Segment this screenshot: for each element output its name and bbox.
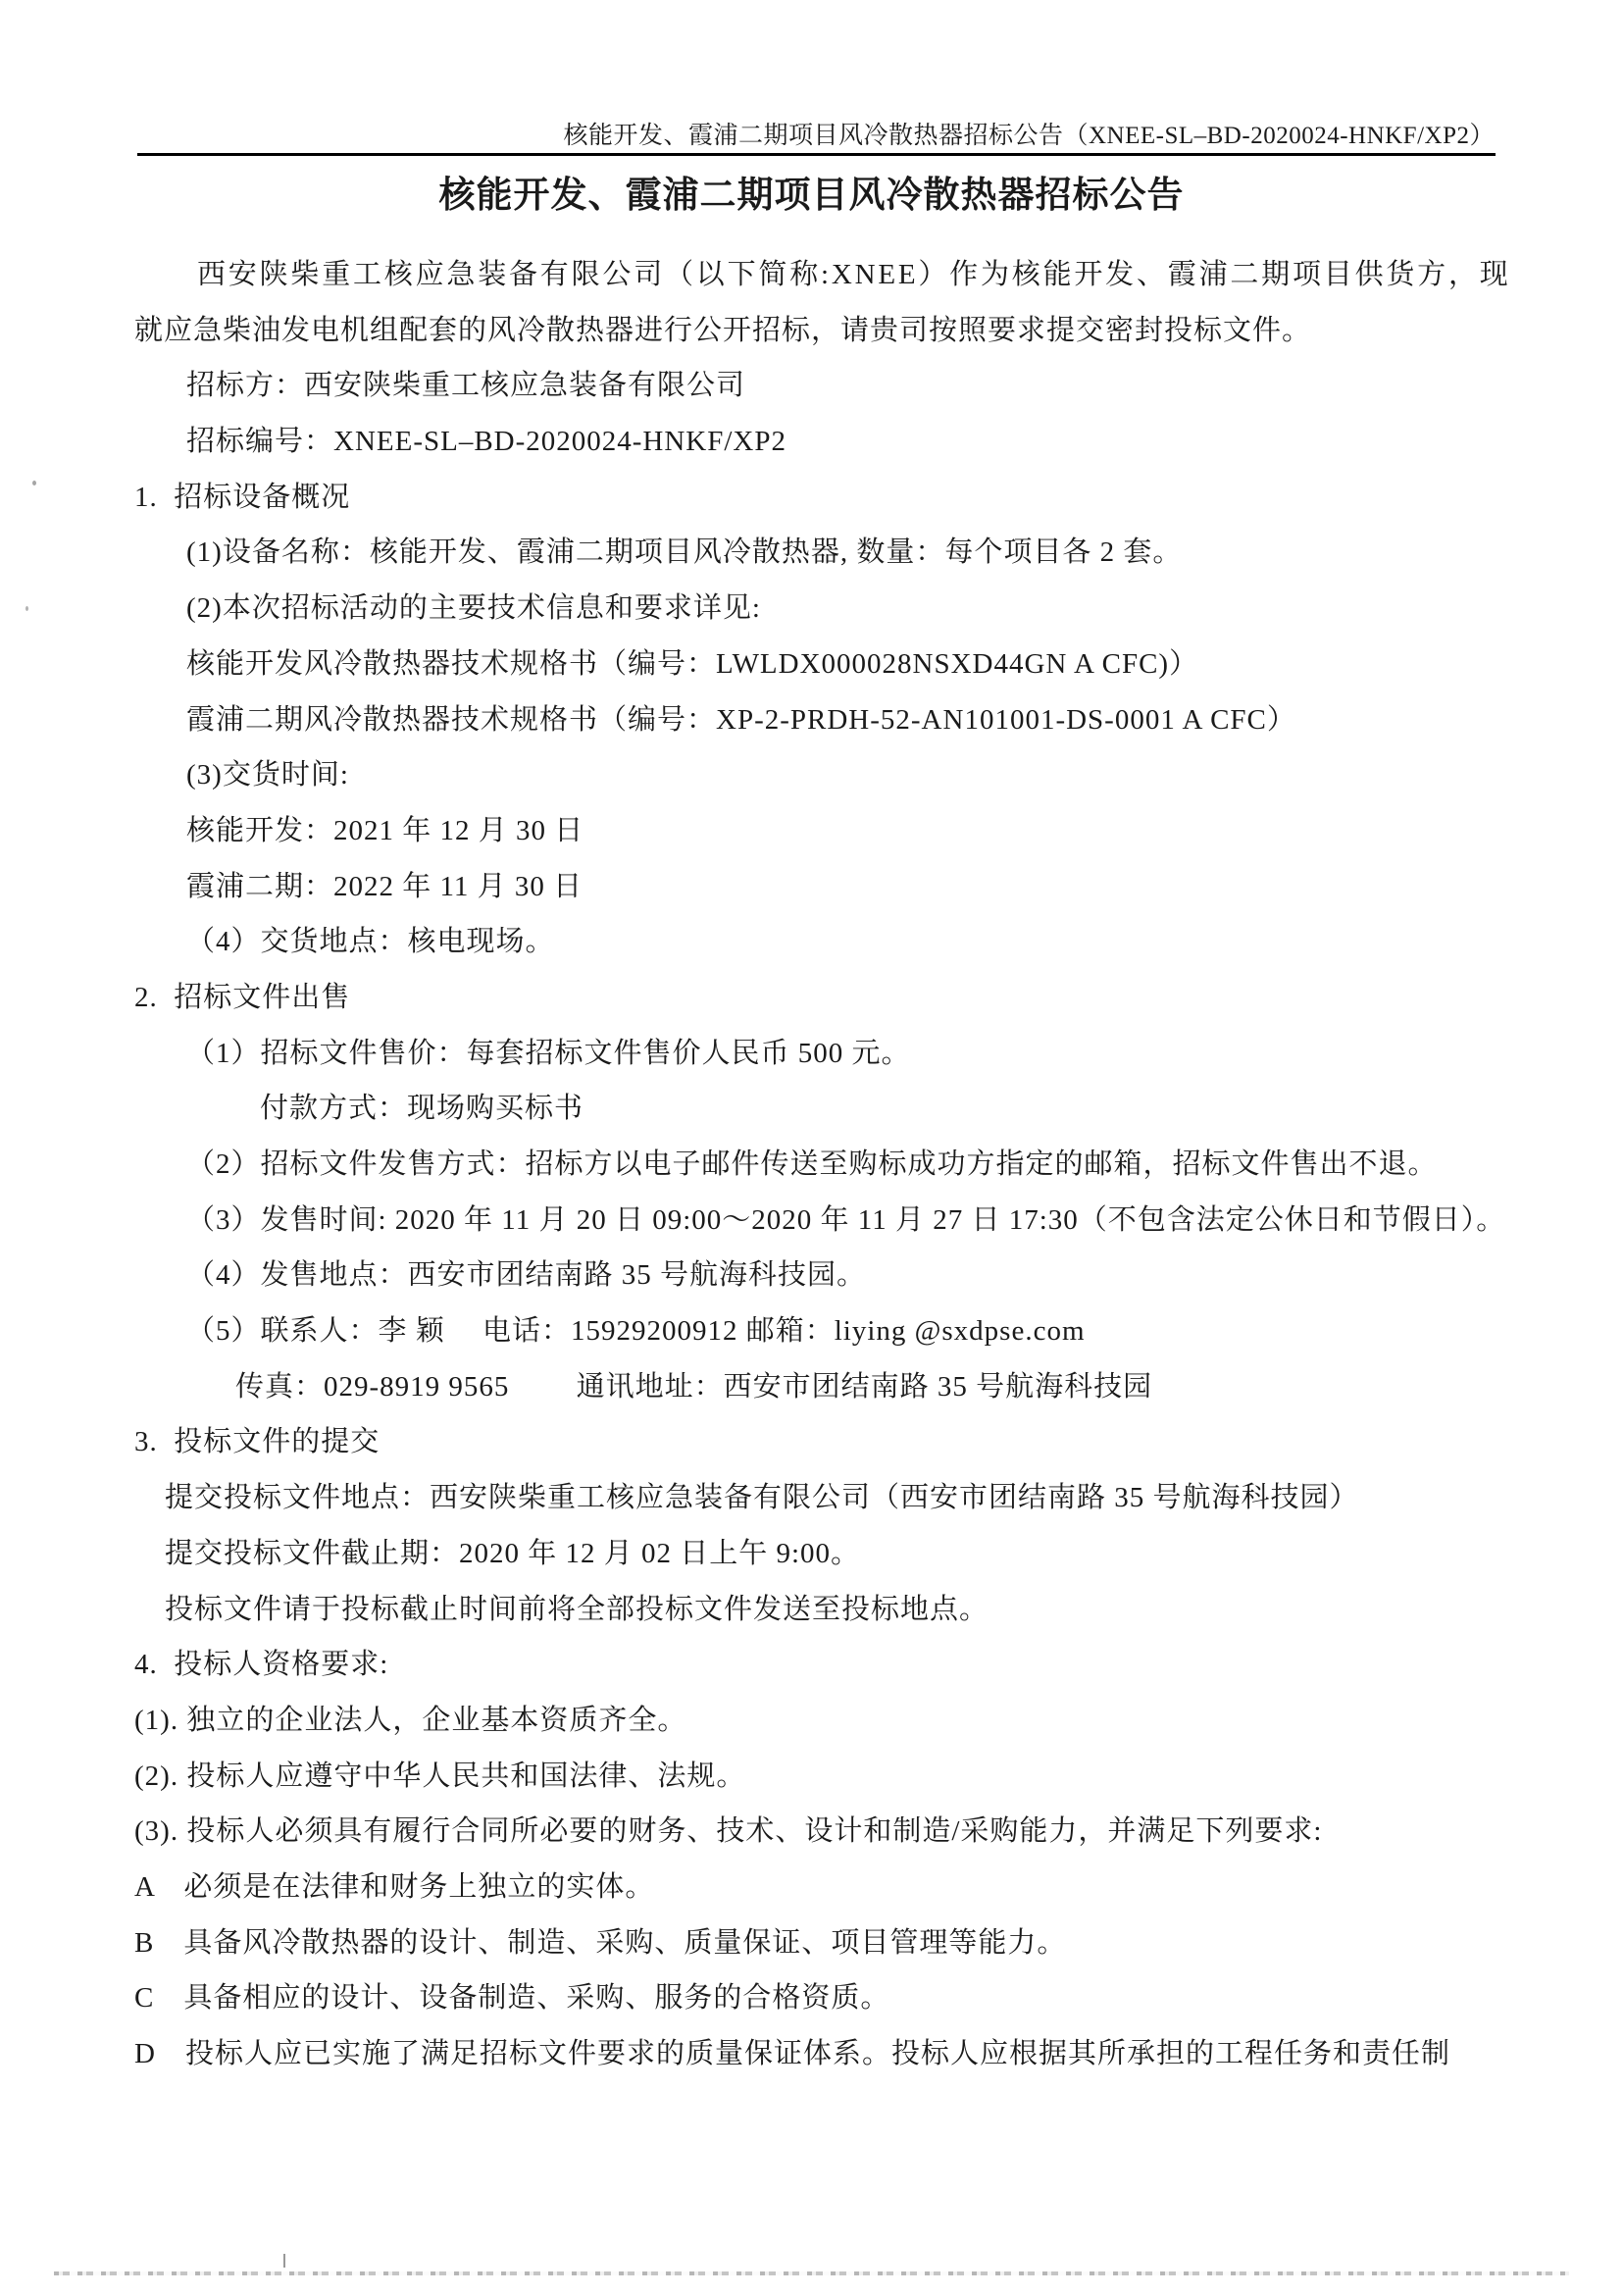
header-rule [137, 153, 1496, 156]
line-qualification-2: (2). 投标人应遵守中华人民共和国法律、法规。 [134, 1760, 746, 1792]
scan-noise-line [54, 2271, 1569, 2275]
scan-speck [32, 481, 36, 485]
line-intro-2: 就应急柴油发电机组配套的风冷散热器进行公开招标，请贵司按照要求提交密封投标文件。 [134, 314, 1312, 346]
line-delivery-hnkf: 核能开发：2021 年 12 月 30 日 [186, 814, 584, 846]
line-delivery-time: (3)交货时间: [186, 759, 349, 791]
line-tech-info: (2)本次招标活动的主要技术信息和要求详见: [186, 592, 761, 625]
line-delivery-place: （4）交货地点：核电现场。 [186, 926, 555, 958]
line-sale-place: （4）发售地点：西安市团结南路 35 号航海科技园。 [186, 1259, 867, 1292]
line-contact: （5）联系人：李 颖 电话：15929200912 邮箱：liying @sxdpse.com [186, 1315, 1086, 1348]
line-qualification-c: C 具备相应的设计、设备制造、采购、服务的合格资质。 [134, 1982, 890, 2015]
line-tender-number: 招标编号：XNEE-SL–BD-2020024-HNKF/XP2 [186, 426, 787, 458]
document-body [134, 247, 1566, 2082]
section-1-heading: 1. 招标设备概况 [134, 481, 351, 513]
line-tenderer: 招标方：西安陕柴重工核应急装备有限公司 [186, 370, 746, 402]
line-spec-xp2: 霞浦二期风冷散热器技术规格书（编号：XP-2-PRDH-52-AN101001-DS-0001 A CFC） [186, 703, 1296, 736]
page-header-reference: 核能开发、霞浦二期项目风冷散热器招标公告（XNEE-SL–BD-2020024-HNKF/XP2） [563, 123, 1495, 149]
line-qualification-3: (3). 投标人必须具有履行合同所必要的财务、技术、设计和制造/采购能力，并满足下列要求: [134, 1815, 1323, 1848]
scan-mark [283, 2254, 285, 2268]
line-delivery-xp2: 霞浦二期：2022 年 11 月 30 日 [186, 870, 583, 902]
line-spec-hnkf: 核能开发风冷散热器技术规格书（编号：LWLDX000028NSXD44GN A CFC)） [186, 647, 1199, 680]
line-equipment-name: (1)设备名称：核能开发、霞浦二期项目风冷散热器, 数量：每个项目各 2 套。 [186, 536, 1183, 569]
line-submit-note: 投标文件请于投标截止时间前将全部投标文件发送至投标地点。 [165, 1593, 989, 1625]
section-4-heading: 4. 投标人资格要求: [134, 1649, 389, 1681]
line-qualification-1: (1). 独立的企业法人，企业基本资质齐全。 [134, 1704, 687, 1736]
line-qualification-a: A 必须是在法律和财务上独立的实体。 [134, 1870, 655, 1903]
line-doc-price: （1）招标文件售价：每套招标文件售价人民币 500 元。 [186, 1037, 911, 1069]
line-submit-deadline: 提交投标文件截止期：2020 年 12 月 02 日上午 9:00。 [165, 1537, 861, 1569]
page-title: 核能开发、霞浦二期项目风冷散热器招标公告 [438, 176, 1185, 216]
line-qualification-d: D 投标人应已实施了满足招标文件要求的质量保证体系。投标人应根据其所承担的工程任务和责任制 [134, 2038, 1450, 2069]
line-sale-time: （3）发售时间: 2020 年 11 月 20 日 09:00～2020 年 11 月 27 日 17:30（不包含法定公休日和节假日）。 [186, 1203, 1506, 1236]
line-submit-place: 提交投标文件地点：西安陕柴重工核应急装备有限公司（西安市团结南路 35 号航海科技园） [165, 1482, 1359, 1514]
section-3-heading: 3. 投标文件的提交 [134, 1426, 380, 1458]
line-distribution: （2）招标文件发售方式：招标方以电子邮件传送至购标成功方指定的邮箱，招标文件售出不退。 [186, 1148, 1438, 1180]
line-intro-1: 西安陕柴重工核应急装备有限公司（以下简称:XNEE）作为核能开发、霞浦二期项目供货方，现 [197, 259, 1511, 290]
line-fax-address: 传真：029-8919 9565 通讯地址：西安市团结南路 35 号航海科技园 [235, 1370, 1153, 1403]
line-qualification-b: B 具备风冷散热器的设计、制造、采购、质量保证、项目管理等能力。 [134, 1926, 1067, 1959]
section-2-heading: 2. 招标文件出售 [134, 981, 351, 1013]
line-payment-method: 付款方式：现场购买标书 [260, 1093, 584, 1125]
scan-speck [25, 606, 28, 611]
